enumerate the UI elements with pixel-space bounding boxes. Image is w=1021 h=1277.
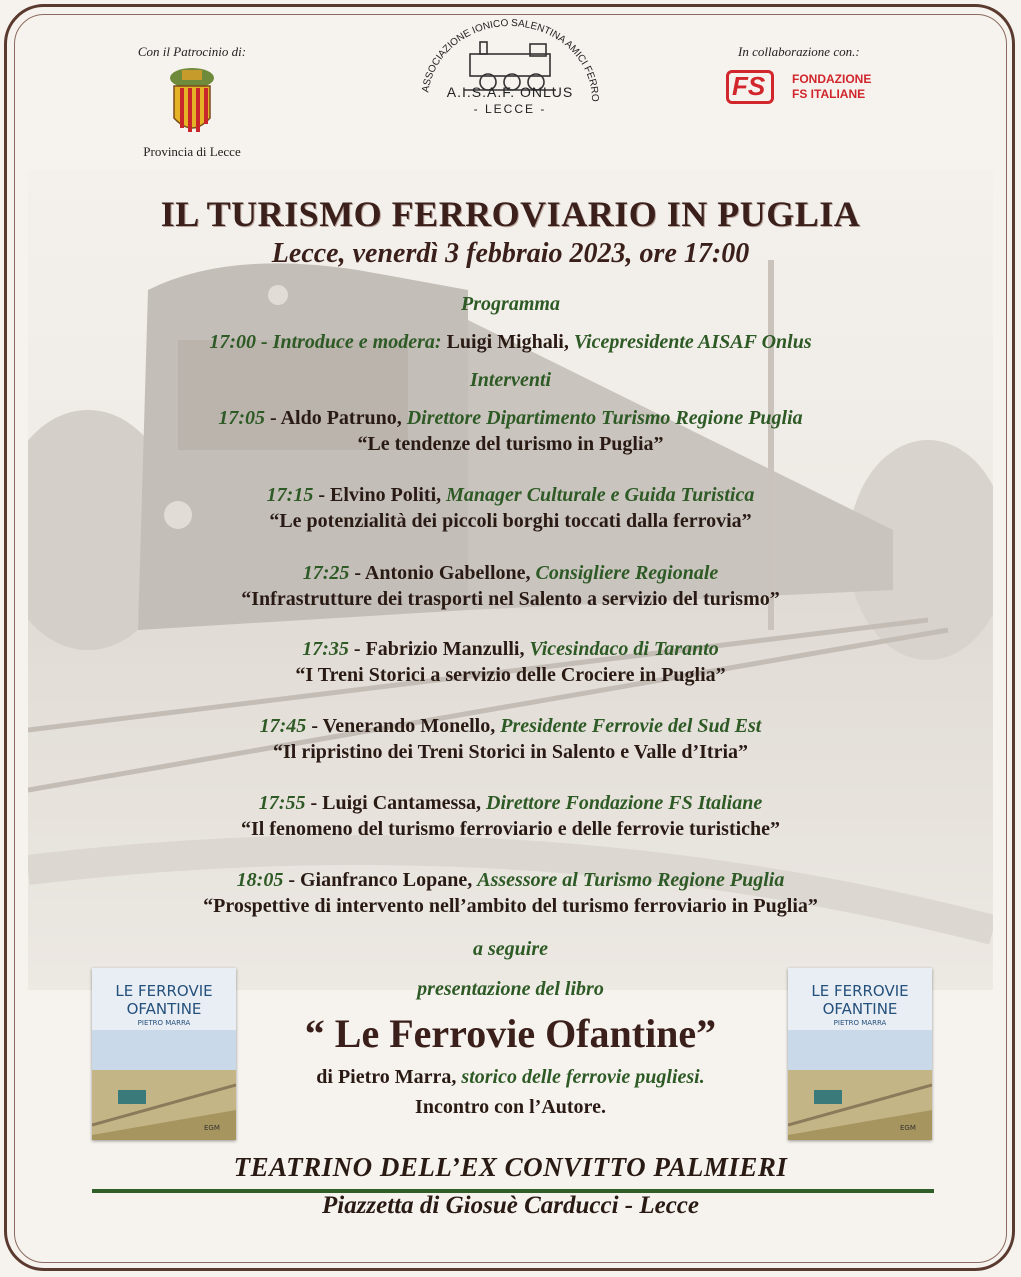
- talk-time: 17:05: [218, 407, 266, 429]
- following-label: a seguire: [473, 938, 548, 960]
- cover-title-line1: LE FERROVIE: [811, 982, 909, 1000]
- event-title: IL TURISMO FERROVIARIO IN PUGLIA: [160, 194, 861, 234]
- intro-role-prefix: Introduce e modera:: [272, 331, 447, 353]
- talk-item: 17:55 - Luigi Cantamessa, Direttore Fondazione FS Italiane “Il fenomeno del turismo ferroviario e delle ferrovie turistiche”: [0, 790, 1021, 842]
- talk-role: Manager Culturale e Guida Turistica: [446, 484, 755, 506]
- cover-title-line2: OFANTINE: [822, 1000, 898, 1018]
- intro-role: Vicepresidente AISAF Onlus: [573, 331, 812, 353]
- meet-author: Incontro con l’Autore.: [415, 1096, 606, 1118]
- province-label: Provincia di Lecce: [143, 144, 241, 159]
- association-ring-text: ASSOCIAZIONE IONICO SALENTINA AMICI FERRO: [420, 17, 601, 102]
- cover-publisher: EGM: [204, 1124, 220, 1132]
- locomotive-icon: [464, 42, 556, 90]
- collab-caption: In collaborazione con.:: [738, 44, 860, 59]
- talk-time: 17:25: [302, 562, 350, 584]
- talk-item: 17:15 - Elvino Politi, Manager Culturale e Guida Turistica “Le potenzialità dei piccoli borghi toccati dalla ferrovia”: [0, 482, 1021, 534]
- talk-speaker: Luigi Cantamessa: [322, 792, 477, 814]
- fs-logo-icon: [726, 70, 774, 104]
- venue-address: Piazzetta di Giosuè Carducci - Lecce: [321, 1192, 699, 1219]
- cover-author: PIETRO MARRA: [137, 1019, 191, 1027]
- aisaf-logo: [404, 14, 616, 124]
- talk-topic: “Le tendenze del turismo in Puglia”: [357, 433, 664, 455]
- cover-landscape-image: [92, 1030, 236, 1140]
- talk-time: 18:05: [236, 869, 284, 891]
- book-cover-left: [92, 968, 236, 1140]
- talk-time: 17:15: [266, 484, 314, 506]
- talk-role: Assessore al Turismo Regione Puglia: [477, 869, 785, 891]
- event-date: Lecce, venerdì 3 febbraio 2023, ore 17:00: [271, 238, 750, 269]
- talk-role: Direttore Fondazione FS Italiane: [486, 792, 763, 814]
- patronage-caption: Con il Patrocinio di:: [137, 44, 247, 59]
- talk-role: Vicesindaco di Taranto: [529, 638, 719, 660]
- talk-time: 17:55: [258, 792, 306, 814]
- talk-topic: “Infrastrutture dei trasporti nel Salento a servizio del turismo”: [241, 588, 780, 610]
- fs-name-line1: FONDAZIONE: [792, 72, 872, 86]
- talk-role: Presidente Ferrovie del Sud Est: [500, 715, 762, 737]
- talk-speaker: Elvino Politi: [330, 484, 437, 506]
- intro-time: 17:00 -: [209, 331, 273, 353]
- province-crest-icon: [165, 66, 219, 140]
- author-prefix: di Pietro Marra,: [316, 1066, 462, 1088]
- talk-time: 17:35: [302, 638, 349, 660]
- cover-title-line2: OFANTINE: [126, 1000, 202, 1018]
- intro-sep: ,: [563, 331, 574, 353]
- talk-speaker: Venerando Monello: [322, 715, 491, 737]
- talk-topic: “Il ripristino dei Treni Storici in Salento e Valle d’Itria”: [272, 741, 749, 763]
- program-intro: [0, 329, 1021, 355]
- talk-speaker: Fabrizio Manzulli: [365, 638, 520, 660]
- talk-item: 17:45 - Venerando Monello, Presidente Ferrovie del Sud Est “Il ripristino dei Treni Storici in Salento e Valle d’Itria”: [0, 713, 1021, 765]
- talk-topic: “I Treni Storici a servizio delle Crociere in Puglia”: [295, 664, 726, 686]
- intro-name: Luigi Mighali: [446, 331, 564, 353]
- book-title: “ Le Ferrovie Ofantine”: [304, 1011, 717, 1056]
- cover-publisher: EGM: [900, 1124, 916, 1132]
- talk-item: 17:05 - Aldo Patruno, Direttore Dipartimento Turismo Regione Puglia “Le tendenze del turismo in Puglia”: [0, 405, 1021, 457]
- interventions-heading: Interventi: [469, 369, 552, 391]
- presentation-label: presentazione del libro: [417, 978, 604, 1000]
- program-heading: Programma: [461, 293, 560, 315]
- association-name: A.I.S.A.F. ONLUS: [446, 84, 574, 100]
- talk-item: 17:35 - Fabrizio Manzulli, Vicesindaco di Taranto “I Treni Storici a servizio delle Crociere in Puglia”: [0, 636, 1021, 688]
- talk-role: Direttore Dipartimento Turismo Regione Puglia: [406, 407, 803, 429]
- talk-item: 18:05 - Gianfranco Lopane, Assessore al Turismo Regione Puglia “Prospettive di intervento nell’ambito del turismo ferroviario in Puglia”: [0, 867, 1021, 919]
- talk-item: 17:25 - Antonio Gabellone, Consigliere Regionale “Infrastrutture dei trasporti nel Salento a servizio del turismo”: [0, 560, 1021, 612]
- cover-title-line1: LE FERROVIE: [115, 982, 213, 1000]
- author-desc: storico delle ferrovie pugliesi.: [461, 1066, 705, 1088]
- cover-landscape-image: [788, 1030, 932, 1140]
- talk-speaker: Gianfranco Lopane: [300, 869, 468, 891]
- talk-speaker: Antonio Gabellone: [364, 562, 526, 584]
- talk-topic: “Prospettive di intervento nell’ambito del turismo ferroviario in Puglia”: [203, 895, 818, 917]
- fs-name-line2: FS ITALIANE: [792, 87, 866, 101]
- talk-role: Consigliere Regionale: [535, 562, 719, 584]
- province-patronage: [112, 44, 272, 160]
- talk-topic: “Il fenomeno del turismo ferroviario e delle ferrovie turistiche”: [240, 818, 781, 840]
- cover-author: PIETRO MARRA: [833, 1019, 887, 1027]
- venue-name: TEATRINO DELL’EX CONVITTO PALMIERI: [233, 1152, 788, 1182]
- talk-time: 17:45: [259, 715, 307, 737]
- fs-collaboration: [720, 44, 910, 110]
- talk-topic: “Le potenzialità dei piccoli borghi toccati dalla ferrovia”: [269, 510, 752, 532]
- talk-speaker: Aldo Patruno: [280, 407, 397, 429]
- association-city: - LECCE -: [473, 102, 547, 116]
- book-cover-right: [788, 968, 932, 1140]
- fs-mark: FS: [732, 71, 766, 101]
